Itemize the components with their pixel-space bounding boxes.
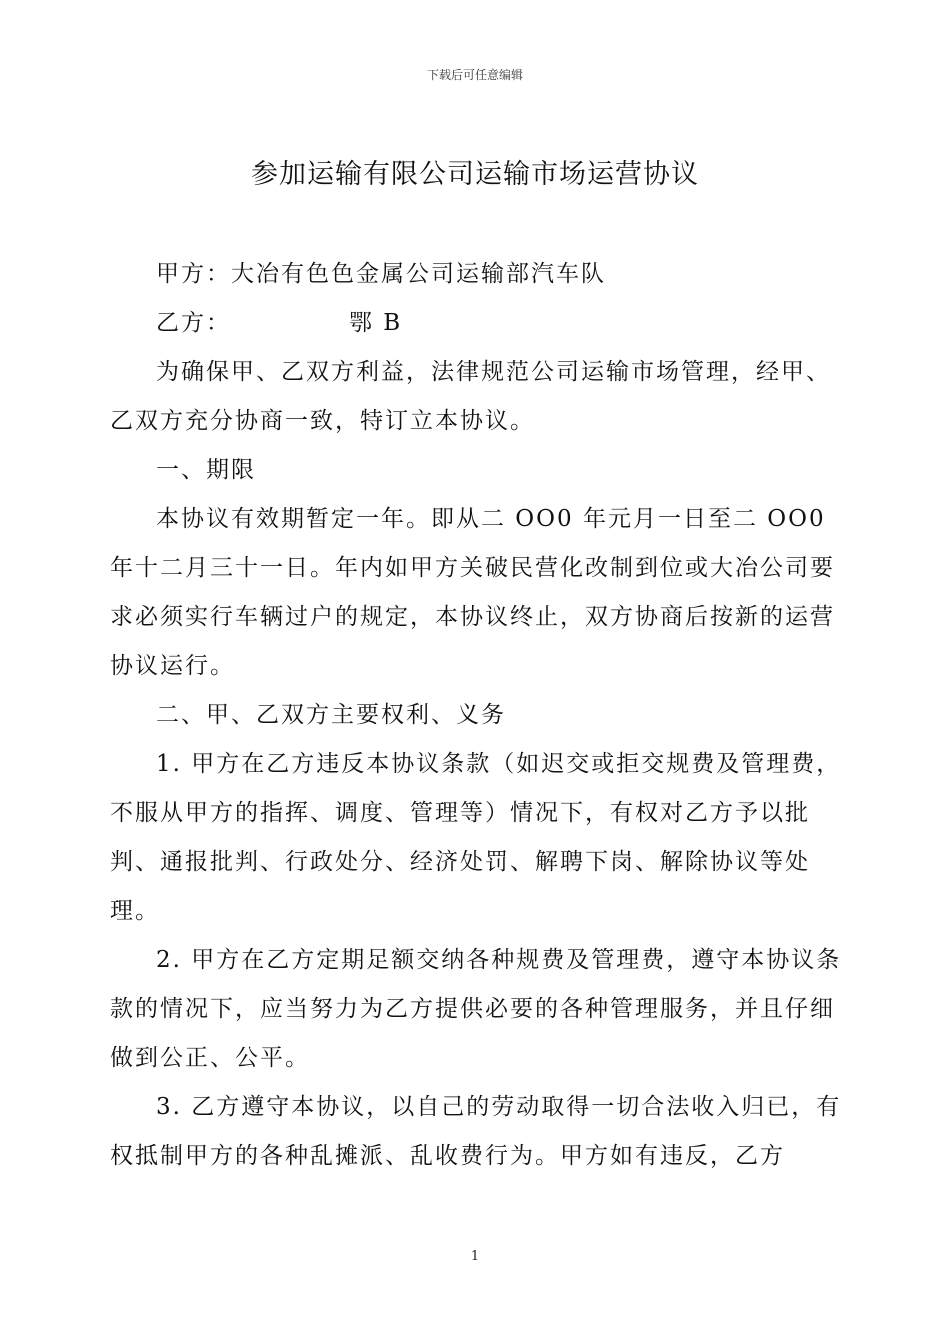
section1-heading: 一、期限 (156, 457, 256, 483)
party-b-label: 乙方： (156, 310, 231, 336)
section2-heading: 二、甲、乙双方主要权利、义务 (156, 702, 506, 728)
party-b-line (110, 299, 850, 348)
clause-1: 1. 甲方在乙方违反本协议条款（如迟交或拒交规费及管理费，不服从甲方的指挥、调度、管理等）情况下，有权对乙方予以批判、通报批判、行政处分、经济处罚、解聘下岗、解除协议等处理。 (110, 751, 842, 924)
party-b-value: 鄂 B (349, 310, 403, 336)
document-title: 参加运输有限公司运输市场运营协议 (251, 159, 699, 190)
clause-3: 3. 乙方遵守本协议，以自己的劳动取得一切合法收入归已，有权抵制甲方的各种乱摊派、乱收费行为。甲方如有违反，乙方 (110, 1094, 842, 1169)
clause-2: 2. 甲方在乙方定期足额交纳各种规费及管理费，遵守本协议条款的情况下，应当努力为乙方提供必要的各种管理服务，并且仔细做到公正、公平。 (110, 947, 842, 1071)
intro-paragraph: 为确保甲、乙双方利益，法律规范公司运输市场管理，经甲、乙双方充分协商一致，特订立本协议。 (110, 359, 831, 434)
document-body (110, 250, 850, 1181)
section1-paragraph: 本协议有效期暂定一年。即从二 OO0 年元月一日至二 OO0 年十二月三十一日。年内如甲方关破民营化改制到位或大冶公司要求必须实行车辆过户的规定，本协议终止，双方协商后按新的运营协议运行。 (110, 506, 835, 679)
header-note: 下载后可任意编辑 (426, 68, 523, 82)
page-number: 1 (470, 1249, 480, 1264)
party-a-line: 甲方：大冶有色色金属公司运输部汽车队 (156, 261, 606, 287)
